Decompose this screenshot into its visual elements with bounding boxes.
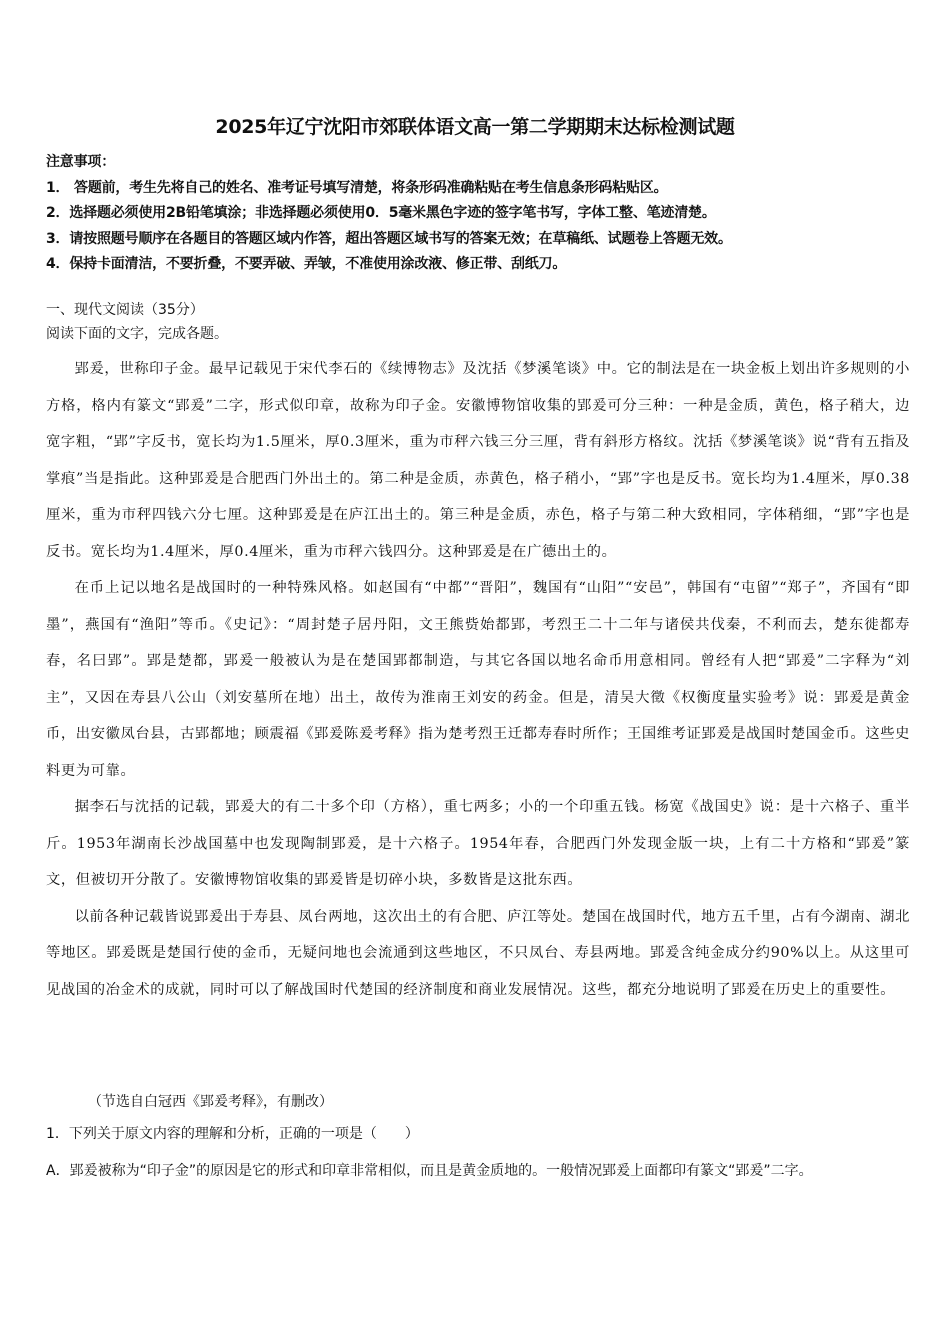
- section-heading: 一、现代文阅读（35分）: [46, 302, 204, 318]
- notice-item: 2．选择题必须使用2B铅笔填涂；非选择题必须使用0．5毫米黑色字迹的签字笔书写，字体工整、笔迹清楚。: [46, 205, 716, 221]
- notice-heading: 注意事项：: [46, 154, 115, 170]
- article-source: （节选自白冠西《郢爰考释》，有删改）: [88, 1094, 333, 1110]
- question-stem: 1．下列关于原文内容的理解和分析，正确的一项是（ ）: [46, 1126, 419, 1142]
- article-paragraph: 在币上记以地名是战国时的一种特殊风格。如赵国有“中都”“晋阳”，魏国有“山阳”“安邑”，韩国有“屯留”“郑子”，齐国有“即墨”，燕国有“渔阳”等币。《史记》：“周封楚子居丹阳，文王熊赀始都郢，考烈王二十二年与诸侯共伐秦，不利而去，楚东徙都寿春，名曰郢”。郢是楚都，郢爰一般被认为是在楚国郢都制造，与其它各国以地名命币用意相同。曾经有人把“郢爰”二字释为“刘主”，又因在寿县八公山（刘安墓所在地）出土，故传为淮南王刘安的药金。但是，清吴大徵《权衡度量实验考》说：郢爰是黄金币，出安徽凤台县，古郢都地；顾震福《郢爰陈爰考释》指为楚考烈王迁都寿春时所作；王国维考证郢爰是战国时楚国金币。这些史料更为可靠。: [46, 580, 911, 779]
- notice-item: 3．请按照题号顺序在各题目的答题区域内作答，超出答题区域书写的答案无效；在草稿纸、试题卷上答题无效。: [46, 230, 732, 247]
- notice-block: [46, 150, 916, 278]
- question-option-a: A．郢爰被称为“印子金”的原因是它的形式和印章非常相似，而且是黄金质地的。一般情况郢爰上面都印有篆文“郢爰”二字。: [46, 1163, 813, 1179]
- exam-title: 2025年辽宁沈阳市郊联体语文高一第二学期期末达标检测试题: [215, 116, 735, 138]
- notice-item: 4．保持卡面清洁，不要折叠，不要弄破、弄皱，不准使用涂改液、修正带、刮纸刀。: [46, 256, 567, 272]
- section-instruction: 阅读下面的文字，完成各题。: [46, 326, 228, 342]
- reading-article: [46, 351, 910, 1008]
- article-paragraph: 据李石与沈括的记载，郢爰大的有二十多个印（方格），重七两多；小的一个印重五钱。杨宽《战国史》说：是十六格子、重半斤。1953年湖南长沙战国墓中也发现陶制郢爰，是十六格子。1954年春，合肥西门外发现金版一块，上有二十方格和“郢爰”篆文，但被切开分散了。安徽博物馆收集的郢爰皆是切碎小块，多数皆是这批东西。: [46, 799, 910, 888]
- article-paragraph: 以前各种记载皆说郢爰出于寿县、凤台两地，这次出土的有合肥、庐江等处。楚国在战国时代，地方五千里，占有今湖南、湖北等地区。郢爰既是楚国行使的金币，无疑问地也会流通到这些地区，不只凤台、寿县两地。郢爰含纯金成分约90%以上。从这里可见战国的冶金术的成就，同时可以了解战国时代楚国的经济制度和商业发展情况。这些，都充分地说明了郢爰在历史上的重要性。: [46, 908, 910, 998]
- article-paragraph: 郢爰，世称印子金。最早记载见于宋代李石的《续博物志》及沈括《梦溪笔谈》中。它的制法是在一块金板上划出许多规则的小方格，格内有篆文“郢爰”二字，形式似印章，故称为印子金。安徽博物馆收集的郢爰可分三种：一种是金质，黄色，格子稍大，边宽字粗，“郢”字反书，宽长均为1.5厘米，厚0.3厘米，重为市秤六钱三分三厘，背有斜形方格纹。沈括《梦溪笔谈》说“背有五指及掌痕”当是指此。这种郢爰是合肥西门外出土的。第二种是金质，赤黄色，格子稍小，“郢”字也是反书。宽长均为1.4厘米，厚0.38厘米，重为市秤四钱六分七厘。这种郢爰是在庐江出土的。第三种是金质，赤色，格子与第二种大致相同，字体稍细，“郢”字也是反书。宽长均为1.4厘米，厚0.4厘米，重为市秤六钱四分。这种郢爰是在广德出土的。: [46, 361, 910, 560]
- notice-item: 1． 答题前，考生先将自己的姓名、准考证号填写清楚，将条形码准确粘贴在考生信息条形码粘贴区。: [46, 179, 668, 196]
